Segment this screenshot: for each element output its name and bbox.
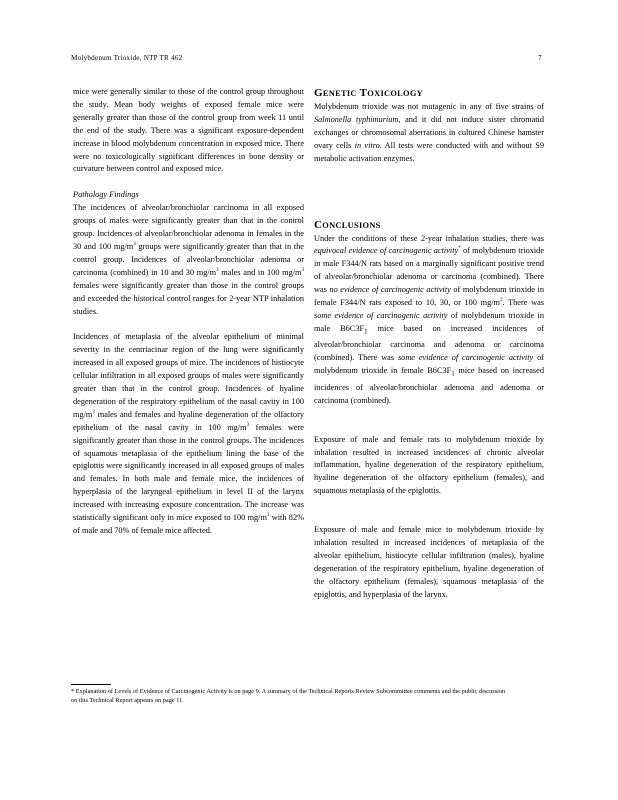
subheading-pathology-findings: Pathology Findings [73, 190, 139, 200]
footnote [71, 688, 511, 705]
body-paragraph-mouse-lesions: Exposure of male and female mice to molybdenum trioxide by inhalation resulted in increased incidences of metaplasia of the alveolar epithelium, histiocyte cellular infiltration (males), hyaline degeneration of the respiratory epithelium, hyaline degeneration of the olfactory epithelium (females), squamous metaplasia of the epiglottis, and hyperplasia of the larynx. [314, 525, 544, 599]
body-paragraph-body-weights: mice were generally similar to those of the control group throughout the study. Mean body weights of exposed female mice were generally greater than those of the control group from week 11 until the end of the study. There was a significant exposure-dependent increase in blood molybdenum concentration in exposed mice. There were no toxicologically significant differences in bone density or curvature between control and exposed mice. [73, 87, 304, 174]
footnote-text: Explanation of Levels of Evidence of Carcinogenic Activity is on page 9. A summary of the Technical Reports Review Subcommittee comments and the public discussion on this Technical Report appears on page 11. [71, 688, 506, 704]
footnote-divider [71, 684, 111, 685]
running-header: Molybdenum Trioxide, NTP TR 462 [71, 54, 183, 62]
section-heading-conclusions: CONCLUSIONS [314, 218, 381, 231]
body-paragraph-rat-lesions: Exposure of male and female rats to molybdenum trioxide by inhalation resulted in increased incidences of chronic alveolar inflammation, hyaline degeneration of the respiratory epithelium, hyaline degeneration of the olfactory epithelium (females), and squamous metaplasia of the epiglottis. [314, 434, 544, 496]
right-column [314, 86, 544, 602]
section-heading-genetic-toxicology: GENETIC TOXICOLOGY [314, 87, 424, 99]
footnote-marker: * [71, 688, 75, 695]
body-paragraph-neoplasms: The incidences of alveolar/bronchiolar carcinoma in all exposed groups of males were significantly greater than that in the control group. Incidences of alveolar/bronchiolar adenoma in females in the 30 and 100 $mg/m^3$ groups were significantly greater than that in the control group. Incidences of alveolar/bronchiolar adenoma or carcinoma (combined) in 10 and 30 $mg/m^3$ males and in 100 $mg/m^3$ females were significantly greater than those in the control groups and exceeded the historical control ranges for 2-year NTP inhalation studies. [73, 203, 304, 316]
body-paragraph-genetic-toxicology: Molybdenum trioxide was not mutagenic in any of five strains of Salmonella typhimurium, and it did not induce sister chromatid exchanges or chromosomal aberrations in cultured Chinese hamster ovary cells in vitro. All tests were conducted with and without S9 metabolic activation enzymes. [314, 102, 545, 163]
body-paragraph-nonneoplastic-lesions: Incidences of metaplasia of the alveolar epithelium of minimal severity in the centriacinar region of the lung were significantly increased in all exposed groups of mice. The incidences of histiocyte cellular infiltration in all exposed groups of males were significantly greater than that in the control group. Incidences of hyaline degeneration of the respiratory epithelium of the nasal cavity in 100 $mg/m^3$ males and females and hyaline degeneration of the olfactory epithelium of the nasal cavity in 100 $mg/m^3$ females were significantly greater than those in the control groups. The incidences of squamous metaplasia of the epithelium lining the base of the epiglottis were significantly increased in all exposed groups of males and females. In both male and female mice, the incidences of hyperplasia of the laryngeal epithelium in level II of the larynx increased with increasing exposure concentration. The increase was statistically significant only in mice exposed to 100 $mg/m^3$ with 82% of male and 70% of female mice affected. [73, 332, 305, 535]
body-paragraph-conclusions-evidence: Under the conditions of these 2-year inhalation studies, there was equivocal evidence of carcinogenic activity* of molybdenum trioxide in male F344/N rats based on a marginally significant positive trend of alveolar/bronchiolar adenoma or carcinoma (combined). There was no evidence of carcinogenic activity of molybdenum trioxide in female F344/N rats exposed to 10, 30, or 100 $mg/m^3$. There was some evidence of carcinogenic activity of molybdenum trioxide in male $B6C3F_1$ mice based on increased incidences of alveolar/bronchiolar carcinoma and adenoma or carcinoma (combined). There was some evidence of carcinogenic activity of molybdenum trioxide in female $B6C3F_1$ mice based on increased incidences of alveolar/bronchiolar adenoma and adenoma or carcinoma (combined). [314, 233, 544, 405]
left-column [73, 86, 304, 538]
page-number: 7 [538, 54, 542, 62]
